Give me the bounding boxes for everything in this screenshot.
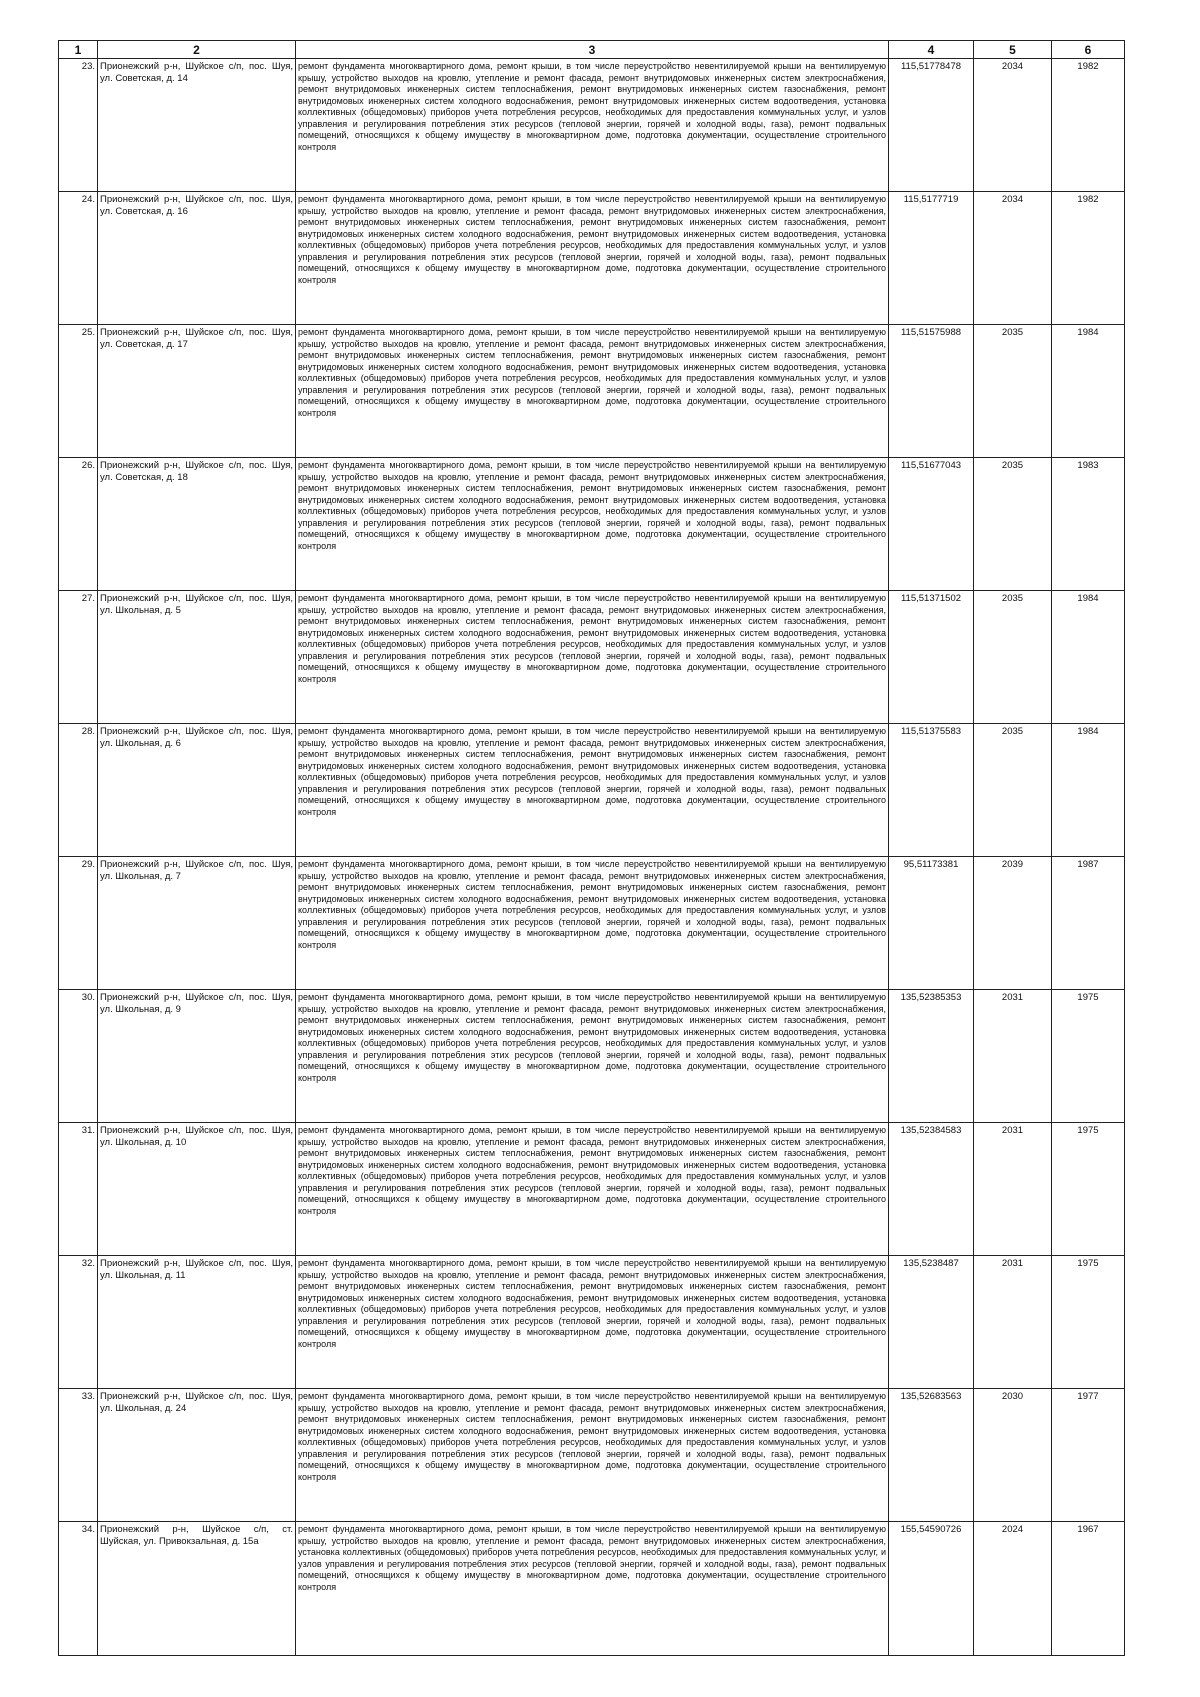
row-cost: 95,51173381 [889, 857, 974, 990]
table-row [59, 325, 1125, 458]
row-build-year: 1977 [1052, 1389, 1125, 1522]
row-build-year: 1975 [1052, 1123, 1125, 1256]
row-number: 23. [59, 59, 98, 192]
row-build-year: 1987 [1052, 857, 1125, 990]
row-works: ремонт фундамента многоквартирного дома, ремонт крыши, в том числе переустройство невентилируемой крыши на вентилируемую крышу, устройство выходов на кровлю, утепление и ремонт фасада, ремонт внутридомовых инженерных систем электроснабжения, ремонт внутридомовых инженерных систем теплоснабжения, ремонт внутридомовых инженерных систем газоснабжения, ремонт внутридомовых инженерных систем холодного водоснабжения, ремонт внутридомовых инженерных систем водоотведения, установка коллективных (общедомовых) приборов учета потребления ресурсов, необходимых для предоставления коммунальных услуг, и узлов управления и регулирования потребления этих ресурсов (тепловой энергии, горячей и холодной воды, газа), ремонт подвальных помещений, относящихся к общему имуществу в многоквартирном доме, подготовка документации, осуществление строительного контроля [296, 857, 889, 990]
row-build-year: 1984 [1052, 325, 1125, 458]
table-row [59, 591, 1125, 724]
row-repair-year: 2024 [974, 1522, 1052, 1656]
row-number: 33. [59, 1389, 98, 1522]
row-build-year: 1983 [1052, 458, 1125, 591]
row-number: 31. [59, 1123, 98, 1256]
register-table [58, 40, 1125, 1656]
row-works: ремонт фундамента многоквартирного дома, ремонт крыши, в том числе переустройство невентилируемой крыши на вентилируемую крышу, устройство выходов на кровлю, утепление и ремонт фасада, ремонт внутридомовых инженерных систем электроснабжения, ремонт внутридомовых инженерных систем теплоснабжения, ремонт внутридомовых инженерных систем газоснабжения, ремонт внутридомовых инженерных систем холодного водоснабжения, ремонт внутридомовых инженерных систем водоотведения, установка коллективных (общедомовых) приборов учета потребления ресурсов, необходимых для предоставления коммунальных услуг, и узлов управления и регулирования потребления этих ресурсов (тепловой энергии, горячей и холодной воды, газа), ремонт подвальных помещений, относящихся к общему имуществу в многоквартирном доме, подготовка документации, осуществление строительного контроля [296, 59, 889, 192]
table-row [59, 1256, 1125, 1389]
row-repair-year: 2035 [974, 458, 1052, 591]
row-build-year: 1982 [1052, 59, 1125, 192]
row-works: ремонт фундамента многоквартирного дома, ремонт крыши, в том числе переустройство невентилируемой крыши на вентилируемую крышу, устройство выходов на кровлю, утепление и ремонт фасада, ремонт внутридомовых инженерных систем электроснабжения, ремонт внутридомовых инженерных систем теплоснабжения, ремонт внутридомовых инженерных систем газоснабжения, ремонт внутридомовых инженерных систем холодного водоснабжения, ремонт внутридомовых инженерных систем водоотведения, установка коллективных (общедомовых) приборов учета потребления ресурсов, необходимых для предоставления коммунальных услуг, и узлов управления и регулирования потребления этих ресурсов (тепловой энергии, горячей и холодной воды, газа), ремонт подвальных помещений, относящихся к общему имуществу в многоквартирном доме, подготовка документации, осуществление строительного контроля [296, 458, 889, 591]
row-works: ремонт фундамента многоквартирного дома, ремонт крыши, в том числе переустройство невентилируемой крыши на вентилируемую крышу, устройство выходов на кровлю, утепление и ремонт фасада, ремонт внутридомовых инженерных систем электроснабжения, ремонт внутридомовых инженерных систем теплоснабжения, ремонт внутридомовых инженерных систем газоснабжения, ремонт внутридомовых инженерных систем холодного водоснабжения, ремонт внутридомовых инженерных систем водоотведения, установка коллективных (общедомовых) приборов учета потребления ресурсов, необходимых для предоставления коммунальных услуг, и узлов управления и регулирования потребления этих ресурсов (тепловой энергии, горячей и холодной воды, газа), ремонт подвальных помещений, относящихся к общему имуществу в многоквартирном доме, подготовка документации, осуществление строительного контроля [296, 724, 889, 857]
header-col-1: 1 [59, 41, 98, 59]
row-repair-year: 2034 [974, 59, 1052, 192]
row-cost: 155,54590726 [889, 1522, 974, 1656]
row-address: Прионежский р-н, Шуйское с/п, пос. Шуя, ул. Школьная, д. 5 [98, 591, 296, 724]
row-repair-year: 2035 [974, 325, 1052, 458]
row-build-year: 1984 [1052, 591, 1125, 724]
row-repair-year: 2030 [974, 1389, 1052, 1522]
row-works: ремонт фундамента многоквартирного дома, ремонт крыши, в том числе переустройство невентилируемой крыши на вентилируемую крышу, устройство выходов на кровлю, утепление и ремонт фасада, ремонт внутридомовых инженерных систем электроснабжения, ремонт внутридомовых инженерных систем теплоснабжения, ремонт внутридомовых инженерных систем газоснабжения, ремонт внутридомовых инженерных систем холодного водоснабжения, ремонт внутридомовых инженерных систем водоотведения, установка коллективных (общедомовых) приборов учета потребления ресурсов, необходимых для предоставления коммунальных услуг, и узлов управления и регулирования потребления этих ресурсов (тепловой энергии, горячей и холодной воды, газа), ремонт подвальных помещений, относящихся к общему имуществу в многоквартирном доме, подготовка документации, осуществление строительного контроля [296, 1256, 889, 1389]
row-works: ремонт фундамента многоквартирного дома, ремонт крыши, в том числе переустройство невентилируемой крыши на вентилируемую крышу, устройство выходов на кровлю, утепление и ремонт фасада, ремонт внутридомовых инженерных систем электроснабжения, ремонт внутридомовых инженерных систем теплоснабжения, ремонт внутридомовых инженерных систем газоснабжения, ремонт внутридомовых инженерных систем холодного водоснабжения, ремонт внутридомовых инженерных систем водоотведения, установка коллективных (общедомовых) приборов учета потребления ресурсов, необходимых для предоставления коммунальных услуг, и узлов управления и регулирования потребления этих ресурсов (тепловой энергии, горячей и холодной воды, газа), ремонт подвальных помещений, относящихся к общему имуществу в многоквартирном доме, подготовка документации, осуществление строительного контроля [296, 192, 889, 325]
row-address: Прионежский р-н, Шуйское с/п, пос. Шуя, ул. Советская, д. 16 [98, 192, 296, 325]
header-col-3: 3 [296, 41, 889, 59]
row-address: Прионежский р-н, Шуйское с/п, пос. Шуя, ул. Школьная, д. 11 [98, 1256, 296, 1389]
header-col-6: 6 [1052, 41, 1125, 59]
row-address: Прионежский р-н, Шуйское с/п, пос. Шуя, ул. Советская, д. 17 [98, 325, 296, 458]
table-row [59, 857, 1125, 990]
header-col-4: 4 [889, 41, 974, 59]
table-row [59, 724, 1125, 857]
table-row [59, 990, 1125, 1123]
row-works: ремонт фундамента многоквартирного дома, ремонт крыши, в том числе переустройство невентилируемой крыши на вентилируемую крышу, устройство выходов на кровлю, утепление и ремонт фасада, ремонт внутридомовых инженерных систем электроснабжения, ремонт внутридомовых инженерных систем теплоснабжения, ремонт внутридомовых инженерных систем газоснабжения, ремонт внутридомовых инженерных систем холодного водоснабжения, ремонт внутридомовых инженерных систем водоотведения, установка коллективных (общедомовых) приборов учета потребления ресурсов, необходимых для предоставления коммунальных услуг, и узлов управления и регулирования потребления этих ресурсов (тепловой энергии, горячей и холодной воды, газа), ремонт подвальных помещений, относящихся к общему имуществу в многоквартирном доме, подготовка документации, осуществление строительного контроля [296, 591, 889, 724]
row-number: 34. [59, 1522, 98, 1656]
row-cost: 115,51375583 [889, 724, 974, 857]
table-row [59, 192, 1125, 325]
row-address: Прионежский р-н, Шуйское с/п, ст. Шуйская, ул. Привокзальная, д. 15а [98, 1522, 296, 1656]
header-row [59, 41, 1125, 59]
row-repair-year: 2031 [974, 1123, 1052, 1256]
table-row [59, 458, 1125, 591]
row-cost: 135,52385353 [889, 990, 974, 1123]
row-repair-year: 2035 [974, 591, 1052, 724]
table-row [59, 1123, 1125, 1256]
row-cost: 135,52683563 [889, 1389, 974, 1522]
row-number: 29. [59, 857, 98, 990]
row-address: Прионежский р-н, Шуйское с/п, пос. Шуя, ул. Советская, д. 18 [98, 458, 296, 591]
row-works: ремонт фундамента многоквартирного дома, ремонт крыши, в том числе переустройство невентилируемой крыши на вентилируемую крышу, устройство выходов на кровлю, утепление и ремонт фасада, ремонт внутридомовых инженерных систем электроснабжения, установка коллективных (общедомовых) приборов учета потребления ресурсов, необходимых для предоставления коммунальных услуг, и узлов управления и регулирования потребления этих ресурсов (тепловой энергии, горячей и холодной воды, газа), ремонт подвальных помещений, относящихся к общему имуществу в многоквартирном доме, подготовка документации, осуществление строительного контроля [296, 1522, 889, 1656]
row-works: ремонт фундамента многоквартирного дома, ремонт крыши, в том числе переустройство невентилируемой крыши на вентилируемую крышу, устройство выходов на кровлю, утепление и ремонт фасада, ремонт внутридомовых инженерных систем электроснабжения, ремонт внутридомовых инженерных систем теплоснабжения, ремонт внутридомовых инженерных систем газоснабжения, ремонт внутридомовых инженерных систем холодного водоснабжения, ремонт внутридомовых инженерных систем водоотведения, установка коллективных (общедомовых) приборов учета потребления ресурсов, необходимых для предоставления коммунальных услуг, и узлов управления и регулирования потребления этих ресурсов (тепловой энергии, горячей и холодной воды, газа), ремонт подвальных помещений, относящихся к общему имуществу в многоквартирном доме, подготовка документации, осуществление строительного контроля [296, 1123, 889, 1256]
row-address: Прионежский р-н, Шуйское с/п, пос. Шуя, ул. Школьная, д. 10 [98, 1123, 296, 1256]
row-cost: 135,5238487 [889, 1256, 974, 1389]
row-repair-year: 2035 [974, 724, 1052, 857]
row-repair-year: 2031 [974, 990, 1052, 1123]
row-cost: 115,51778478 [889, 59, 974, 192]
row-works: ремонт фундамента многоквартирного дома, ремонт крыши, в том числе переустройство невентилируемой крыши на вентилируемую крышу, устройство выходов на кровлю, утепление и ремонт фасада, ремонт внутридомовых инженерных систем электроснабжения, ремонт внутридомовых инженерных систем теплоснабжения, ремонт внутридомовых инженерных систем газоснабжения, ремонт внутридомовых инженерных систем холодного водоснабжения, ремонт внутридомовых инженерных систем водоотведения, установка коллективных (общедомовых) приборов учета потребления ресурсов, необходимых для предоставления коммунальных услуг, и узлов управления и регулирования потребления этих ресурсов (тепловой энергии, горячей и холодной воды, газа), ремонт подвальных помещений, относящихся к общему имуществу в многоквартирном доме, подготовка документации, осуществление строительного контроля [296, 990, 889, 1123]
row-works: ремонт фундамента многоквартирного дома, ремонт крыши, в том числе переустройство невентилируемой крыши на вентилируемую крышу, устройство выходов на кровлю, утепление и ремонт фасада, ремонт внутридомовых инженерных систем электроснабжения, ремонт внутридомовых инженерных систем теплоснабжения, ремонт внутридомовых инженерных систем газоснабжения, ремонт внутридомовых инженерных систем холодного водоснабжения, ремонт внутридомовых инженерных систем водоотведения, установка коллективных (общедомовых) приборов учета потребления ресурсов, необходимых для предоставления коммунальных услуг, и узлов управления и регулирования потребления этих ресурсов (тепловой энергии, горячей и холодной воды, газа), ремонт подвальных помещений, относящихся к общему имуществу в многоквартирном доме, подготовка документации, осуществление строительного контроля [296, 1389, 889, 1522]
row-build-year: 1982 [1052, 192, 1125, 325]
table-row [59, 1389, 1125, 1522]
table-row [59, 59, 1125, 192]
row-build-year: 1975 [1052, 1256, 1125, 1389]
row-repair-year: 2039 [974, 857, 1052, 990]
row-cost: 135,52384583 [889, 1123, 974, 1256]
row-build-year: 1975 [1052, 990, 1125, 1123]
row-build-year: 1984 [1052, 724, 1125, 857]
header-col-2: 2 [98, 41, 296, 59]
row-number: 30. [59, 990, 98, 1123]
table-row [59, 1522, 1125, 1656]
row-address: Прионежский р-н, Шуйское с/п, пос. Шуя, ул. Советская, д. 14 [98, 59, 296, 192]
row-address: Прионежский р-н, Шуйское с/п, пос. Шуя, ул. Школьная, д. 6 [98, 724, 296, 857]
row-number: 24. [59, 192, 98, 325]
row-address: Прионежский р-н, Шуйское с/п, пос. Шуя, ул. Школьная, д. 24 [98, 1389, 296, 1522]
row-number: 32. [59, 1256, 98, 1389]
row-repair-year: 2031 [974, 1256, 1052, 1389]
row-address: Прионежский р-н, Шуйское с/п, пос. Шуя, ул. Школьная, д. 9 [98, 990, 296, 1123]
row-cost: 115,51677043 [889, 458, 974, 591]
row-works: ремонт фундамента многоквартирного дома, ремонт крыши, в том числе переустройство невентилируемой крыши на вентилируемую крышу, устройство выходов на кровлю, утепление и ремонт фасада, ремонт внутридомовых инженерных систем электроснабжения, ремонт внутридомовых инженерных систем теплоснабжения, ремонт внутридомовых инженерных систем газоснабжения, ремонт внутридомовых инженерных систем холодного водоснабжения, ремонт внутридомовых инженерных систем водоотведения, установка коллективных (общедомовых) приборов учета потребления ресурсов, необходимых для предоставления коммунальных услуг, и узлов управления и регулирования потребления этих ресурсов (тепловой энергии, горячей и холодной воды, газа), ремонт подвальных помещений, относящихся к общему имуществу в многоквартирном доме, подготовка документации, осуществление строительного контроля [296, 325, 889, 458]
row-cost: 115,5177719 [889, 192, 974, 325]
row-address: Прионежский р-н, Шуйское с/п, пос. Шуя, ул. Школьная, д. 7 [98, 857, 296, 990]
row-build-year: 1967 [1052, 1522, 1125, 1656]
row-number: 25. [59, 325, 98, 458]
row-cost: 115,51575988 [889, 325, 974, 458]
row-cost: 115,51371502 [889, 591, 974, 724]
row-number: 27. [59, 591, 98, 724]
row-repair-year: 2034 [974, 192, 1052, 325]
row-number: 26. [59, 458, 98, 591]
header-col-5: 5 [974, 41, 1052, 59]
row-number: 28. [59, 724, 98, 857]
